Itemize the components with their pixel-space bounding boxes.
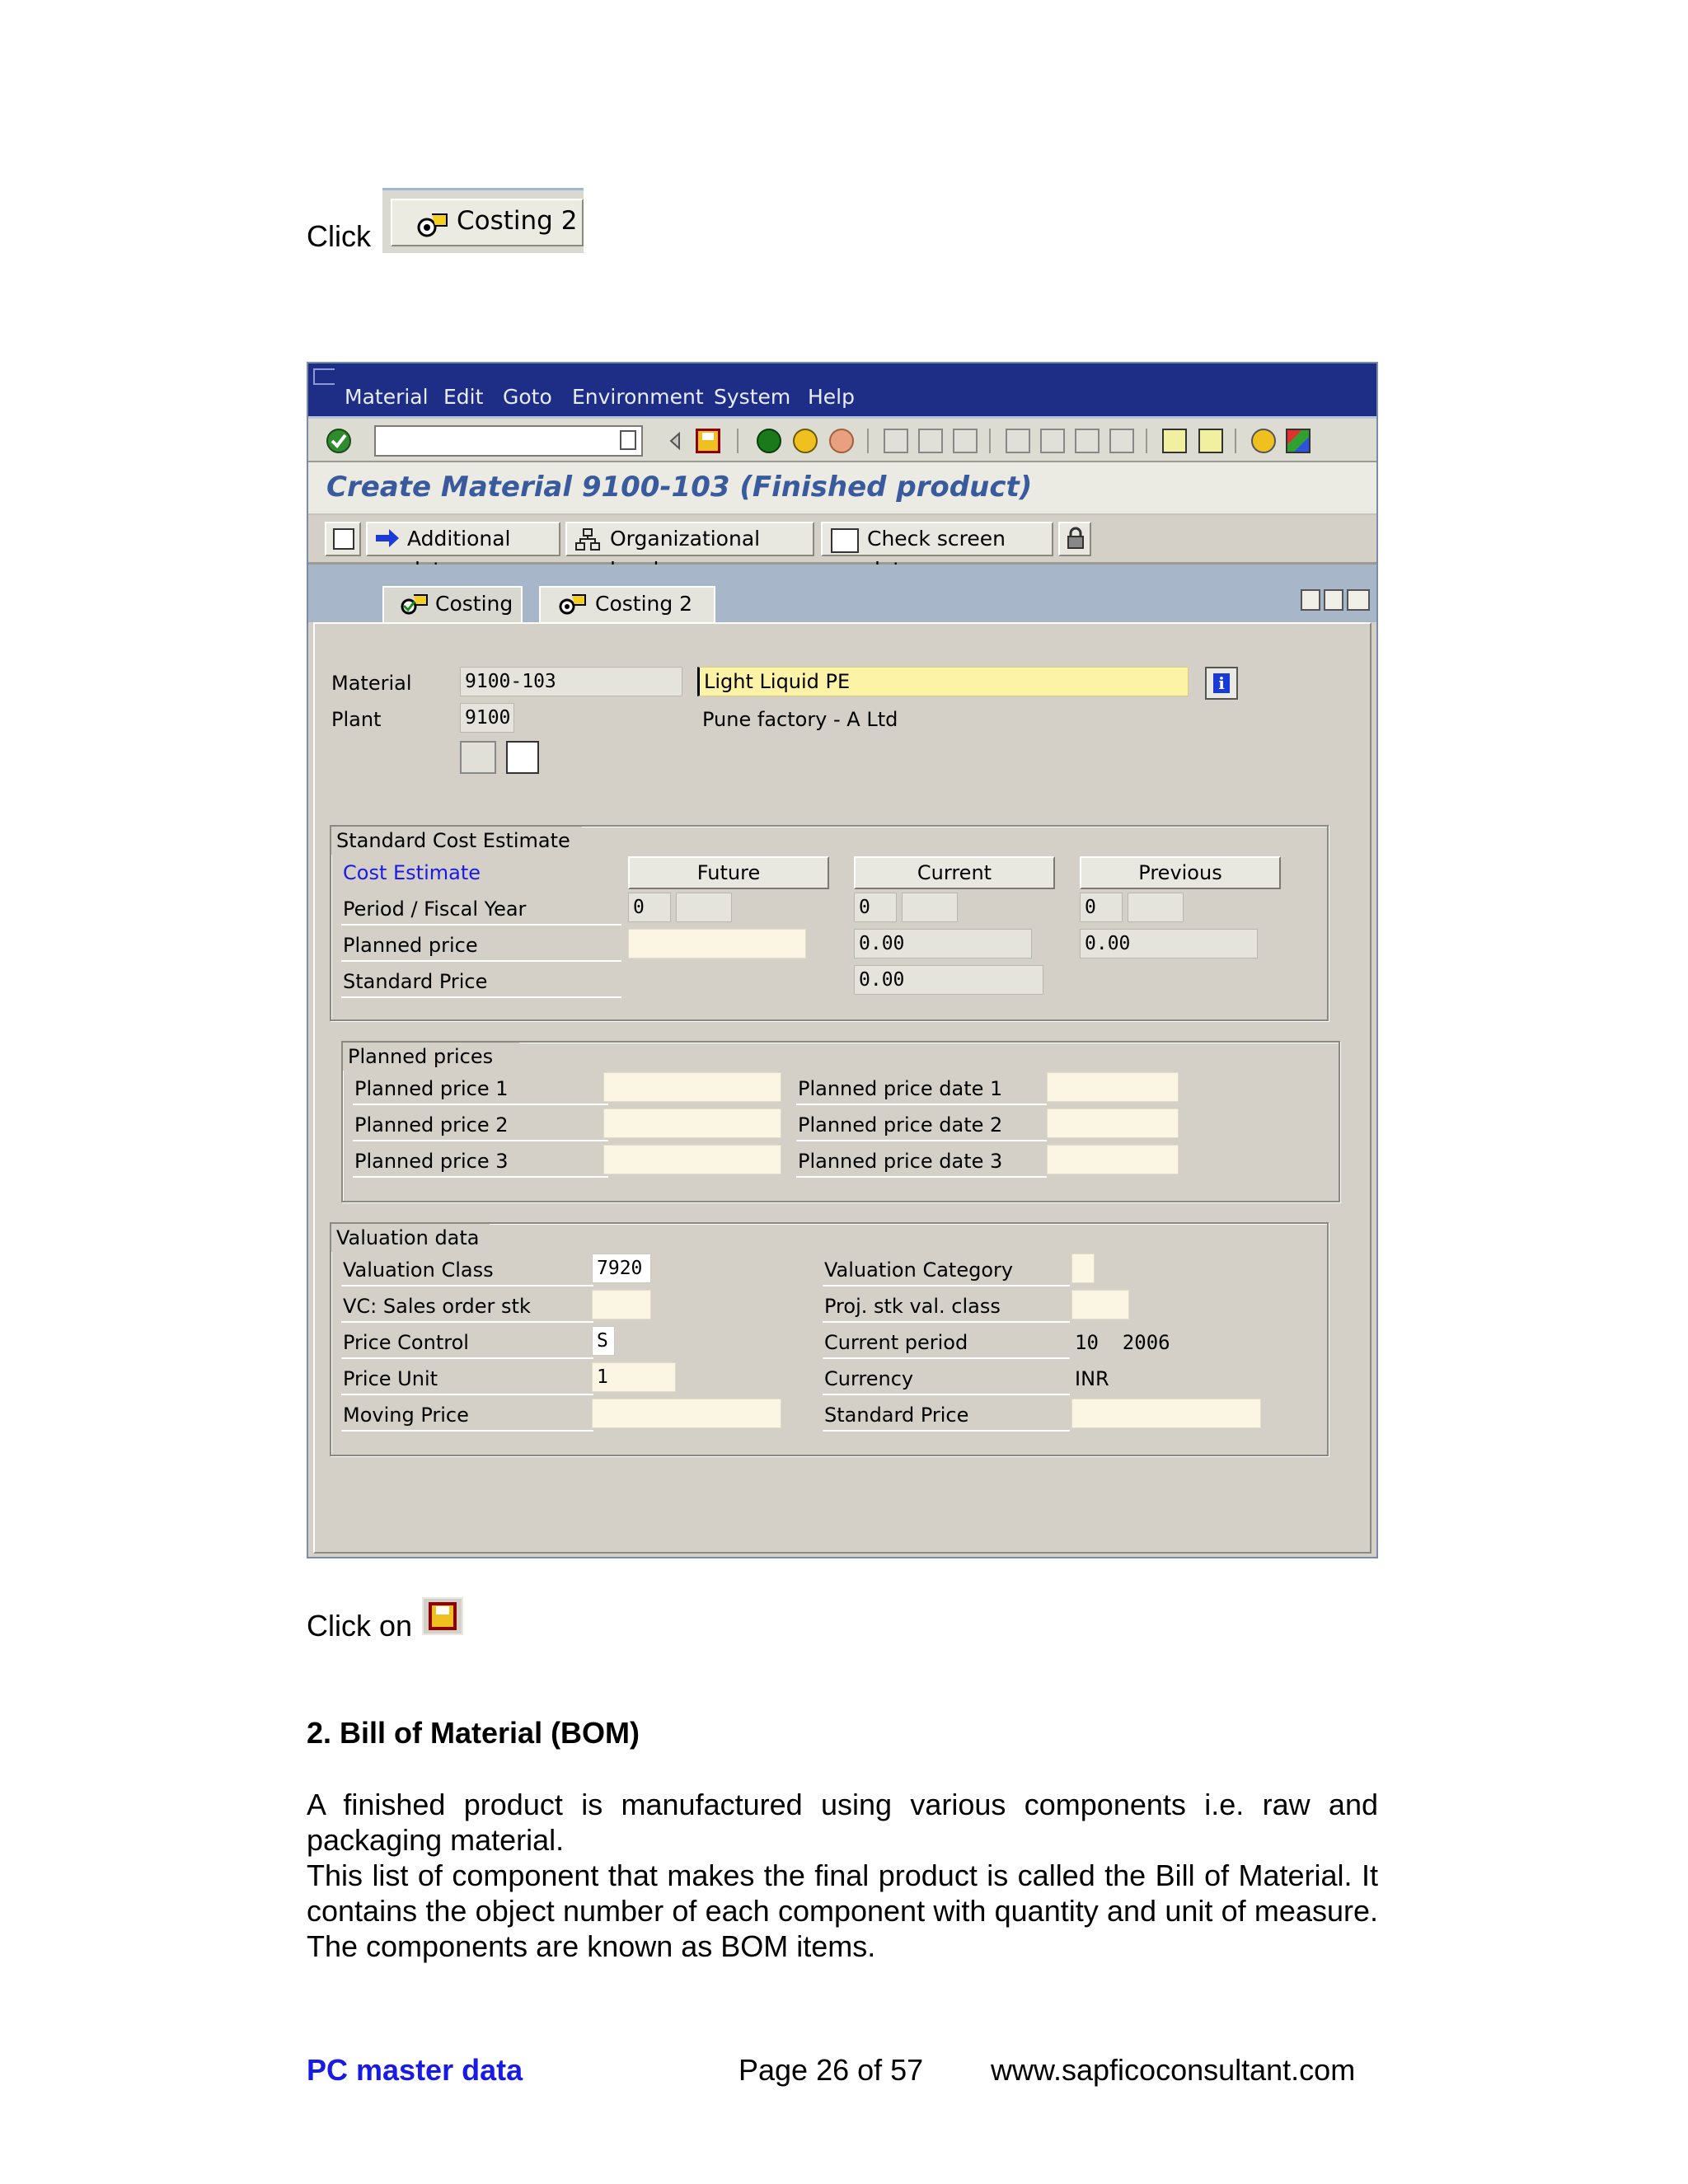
planned-price-1-label: Planned price 1 bbox=[354, 1077, 509, 1100]
period-fiscal-year-label: Period / Fiscal Year bbox=[343, 898, 527, 921]
planned-price-date-1-label: Planned price date 1 bbox=[798, 1077, 1003, 1100]
back-arrow-icon[interactable] bbox=[663, 429, 687, 453]
planned-price-date-3-field[interactable] bbox=[1047, 1145, 1179, 1174]
menu-help[interactable]: Help bbox=[808, 385, 855, 409]
application-toolbar bbox=[308, 513, 1376, 565]
planned-price-date-3-label: Planned price date 3 bbox=[798, 1150, 1003, 1173]
glasses-icon[interactable] bbox=[460, 741, 496, 774]
underline bbox=[341, 1394, 593, 1395]
save-icon bbox=[422, 1597, 463, 1635]
cost-estimate-link[interactable]: Cost Estimate bbox=[343, 861, 481, 884]
standard-price-valuation-label: Standard Price bbox=[824, 1404, 969, 1427]
footer-title: PC master data bbox=[307, 2053, 523, 2087]
exit-icon[interactable] bbox=[793, 429, 818, 453]
proj-stk-val-class-field[interactable] bbox=[1071, 1290, 1129, 1319]
lock-button[interactable] bbox=[1058, 522, 1091, 556]
underline bbox=[823, 1394, 1070, 1395]
footer-website: www.sapficoconsultant.com bbox=[991, 2053, 1356, 2087]
valuation-category-label: Valuation Category bbox=[824, 1258, 1014, 1282]
current-standard-price-field: 0.00 bbox=[854, 965, 1043, 995]
screen-title: Create Material 9100-103 (Finished product) bbox=[326, 471, 1033, 504]
moving-price-label: Moving Price bbox=[343, 1404, 469, 1427]
arrow-right-icon bbox=[374, 527, 401, 559]
underline bbox=[353, 1140, 608, 1141]
current-button[interactable]: Current bbox=[854, 856, 1055, 889]
additional-data-button[interactable] bbox=[366, 522, 560, 556]
help-icon[interactable] bbox=[1251, 429, 1276, 453]
toolbar-separator bbox=[737, 429, 738, 453]
underline bbox=[796, 1176, 1047, 1178]
underline bbox=[353, 1104, 608, 1105]
standard-price-valuation-field[interactable] bbox=[1071, 1399, 1261, 1428]
find-next-icon[interactable] bbox=[953, 429, 978, 453]
lock-icon bbox=[1067, 527, 1084, 559]
plant-description: Pune factory - A Ltd bbox=[702, 708, 898, 731]
future-button[interactable]: Future bbox=[628, 856, 829, 889]
standard-toolbar bbox=[308, 416, 1376, 462]
previous-planned-price-field: 0.00 bbox=[1080, 929, 1258, 958]
valuation-class-label: Valuation Class bbox=[343, 1258, 494, 1282]
command-field[interactable] bbox=[374, 425, 643, 457]
vc-sales-order-stk-field[interactable] bbox=[592, 1290, 651, 1319]
menu-material[interactable]: Material bbox=[345, 385, 429, 409]
organizational-levels-button[interactable] bbox=[565, 522, 814, 556]
scroll-tabs-left-icon[interactable] bbox=[1301, 589, 1320, 611]
toolbar-separator bbox=[1235, 429, 1236, 453]
planned-price-date-1-field[interactable] bbox=[1047, 1072, 1179, 1102]
plant-label: Plant bbox=[331, 708, 382, 731]
sap-window bbox=[307, 362, 1378, 1558]
menu-environment[interactable]: Environment bbox=[572, 385, 704, 409]
command-history-icon[interactable] bbox=[620, 430, 636, 450]
price-unit-label: Price Unit bbox=[343, 1367, 438, 1390]
next-page-icon[interactable] bbox=[1075, 429, 1100, 453]
underline bbox=[341, 1321, 593, 1323]
toolbar-separator bbox=[989, 429, 991, 453]
menu-goto[interactable]: Goto bbox=[503, 385, 552, 409]
price-unit-field[interactable]: 1 bbox=[592, 1362, 676, 1392]
tab-costing-2[interactable] bbox=[539, 586, 715, 622]
enter-check-icon[interactable] bbox=[326, 429, 351, 453]
current-period-label: Current period bbox=[824, 1331, 968, 1354]
previous-fiscal-year-field bbox=[1128, 893, 1184, 922]
current-period-field: 0 bbox=[854, 893, 897, 922]
plant-field: 9100 bbox=[460, 703, 514, 733]
planned-price-date-2-field[interactable] bbox=[1047, 1108, 1179, 1138]
moving-price-field[interactable] bbox=[592, 1399, 781, 1428]
org-levels-label: Organizational bbox=[610, 527, 761, 551]
costing-icon bbox=[559, 593, 588, 626]
toolbar-separator bbox=[1146, 429, 1147, 453]
underline bbox=[341, 924, 621, 926]
planned-price-date-2-label: Planned price date 2 bbox=[798, 1113, 1003, 1137]
planned-price-1-field[interactable] bbox=[603, 1072, 781, 1102]
previous-page-icon[interactable] bbox=[1040, 429, 1065, 453]
material-description-field[interactable]: Light Liquid PE bbox=[697, 667, 1189, 696]
tab-strip bbox=[308, 565, 1376, 622]
menu-system[interactable]: System bbox=[714, 385, 791, 409]
window-menu-icon[interactable] bbox=[313, 368, 335, 385]
check-screen-label: Check screen bbox=[867, 527, 1006, 551]
standard-cost-estimate-title: Standard Cost Estimate bbox=[331, 827, 582, 855]
toolbar-separator bbox=[867, 429, 869, 453]
paragraph-2: This list of component that makes the final product is called the Bill of Material. It contains the object number of each component with quantity and unit of measure. The components are known as BOM items. bbox=[307, 1858, 1378, 1963]
underline bbox=[353, 1176, 608, 1178]
future-planned-price-field[interactable] bbox=[628, 929, 806, 958]
costing2-tab-image bbox=[382, 188, 584, 253]
valuation-data-title: Valuation data bbox=[331, 1224, 490, 1252]
find-icon[interactable] bbox=[918, 429, 943, 453]
planned-price-label: Planned price bbox=[343, 934, 478, 957]
previous-button[interactable]: Previous bbox=[1080, 856, 1281, 889]
check-screen-icon bbox=[831, 528, 859, 553]
additional-data-label: Additional bbox=[407, 527, 511, 551]
valuation-category-field[interactable] bbox=[1071, 1254, 1095, 1283]
section-heading: 2. Bill of Material (BOM) bbox=[307, 1716, 640, 1750]
vc-sales-order-stk-label: VC: Sales order stk bbox=[343, 1295, 531, 1318]
click-instruction: Click bbox=[307, 219, 371, 253]
current-planned-price-field: 0.00 bbox=[854, 929, 1032, 958]
screen-title-bar bbox=[308, 462, 1376, 513]
standard-price-label: Standard Price bbox=[343, 970, 488, 993]
costing2-tab-image-label: Costing 2 bbox=[457, 206, 578, 236]
select-views-button[interactable] bbox=[325, 522, 361, 556]
first-page-icon[interactable] bbox=[1006, 429, 1030, 453]
layout-menu-icon[interactable] bbox=[1286, 429, 1311, 453]
planned-price-2-label: Planned price 2 bbox=[354, 1113, 509, 1137]
costing-icon bbox=[401, 593, 430, 626]
menu-bar bbox=[308, 363, 1376, 416]
proj-stk-val-class-label: Proj. stk val. class bbox=[824, 1295, 1001, 1318]
info-icon[interactable]: i bbox=[1205, 667, 1238, 700]
document-icon[interactable] bbox=[506, 741, 539, 774]
costing2-tab-content bbox=[313, 622, 1372, 1554]
save-icon[interactable] bbox=[696, 429, 720, 453]
underline bbox=[823, 1321, 1070, 1323]
valuation-class-field[interactable]: 7920 bbox=[592, 1254, 651, 1283]
planned-price-3-field[interactable] bbox=[603, 1145, 781, 1174]
price-control-field[interactable]: S bbox=[592, 1326, 615, 1356]
underline bbox=[341, 1357, 593, 1359]
print-icon[interactable] bbox=[884, 429, 908, 453]
tab-costing-2-label: Costing 2 bbox=[595, 592, 693, 616]
select-views-icon bbox=[333, 528, 354, 550]
underline bbox=[341, 1285, 593, 1286]
price-control-label: Price Control bbox=[343, 1331, 469, 1354]
future-period-field: 0 bbox=[628, 893, 671, 922]
previous-period-field: 0 bbox=[1080, 893, 1123, 922]
material-label: Material bbox=[331, 672, 412, 695]
costing-icon bbox=[417, 209, 450, 250]
planned-prices-title: Planned prices bbox=[343, 1043, 519, 1071]
check-screen-data-button[interactable] bbox=[821, 522, 1053, 556]
click-on-instruction: Click on bbox=[307, 1609, 413, 1643]
currency-label: Currency bbox=[824, 1367, 914, 1390]
underline bbox=[796, 1140, 1047, 1141]
org-levels-icon bbox=[575, 528, 600, 560]
currency-value: INR bbox=[1075, 1367, 1109, 1390]
shortcut-icon[interactable] bbox=[1198, 429, 1223, 453]
scroll-tabs-right-icon[interactable] bbox=[1324, 589, 1343, 611]
tab-costing-1-label: Costing bbox=[435, 592, 513, 616]
planned-price-3-label: Planned price 3 bbox=[354, 1150, 509, 1173]
last-page-icon[interactable] bbox=[1109, 429, 1134, 453]
future-fiscal-year-field bbox=[676, 893, 732, 922]
underline bbox=[823, 1430, 1070, 1432]
create-session-icon[interactable] bbox=[1162, 429, 1187, 453]
underline bbox=[823, 1285, 1070, 1286]
back-icon[interactable] bbox=[757, 429, 781, 453]
planned-price-2-field[interactable] bbox=[603, 1108, 781, 1138]
material-number-field: 9100-103 bbox=[460, 667, 682, 696]
footer-page-number: Page 26 of 57 bbox=[738, 2053, 924, 2087]
menu-edit[interactable]: Edit bbox=[443, 385, 484, 409]
tab-list-icon[interactable] bbox=[1347, 589, 1370, 611]
underline bbox=[823, 1357, 1070, 1359]
underline bbox=[796, 1104, 1047, 1105]
underline bbox=[341, 996, 621, 998]
cancel-icon[interactable] bbox=[829, 429, 854, 453]
tab-costing-1[interactable] bbox=[382, 586, 523, 622]
current-period-value: 10 2006 bbox=[1075, 1331, 1170, 1354]
paragraph-1: A finished product is manufactured using various components i.e. raw and packaging material. bbox=[307, 1788, 1378, 1857]
underline bbox=[341, 1430, 593, 1432]
underline bbox=[341, 960, 621, 962]
current-fiscal-year-field bbox=[902, 893, 958, 922]
